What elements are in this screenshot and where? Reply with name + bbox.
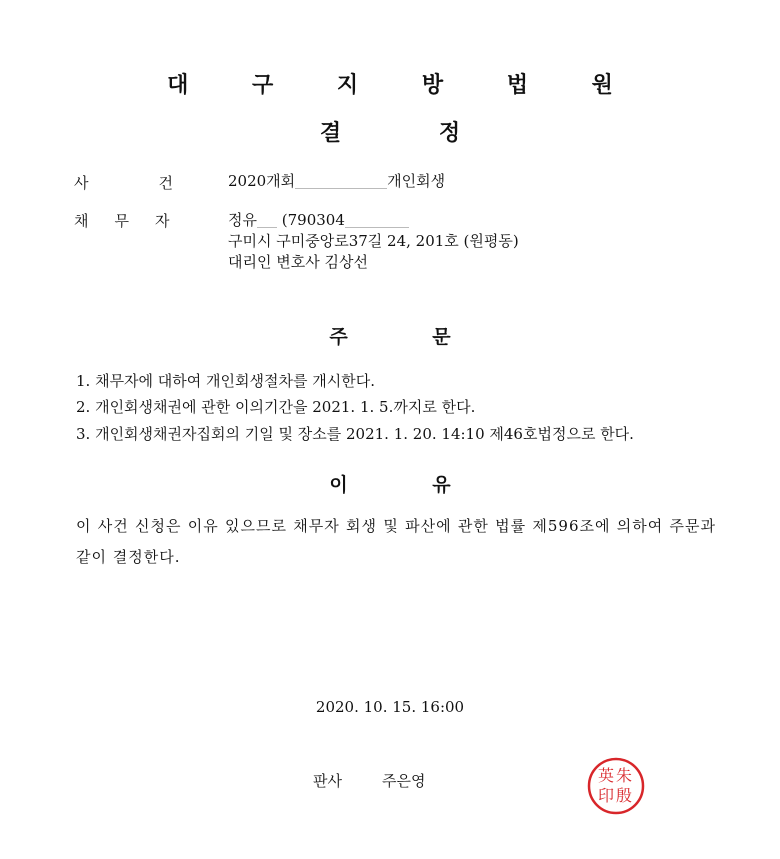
decision-date: 2020. 10. 15. 16:00: [315, 698, 465, 716]
reason-heading: 이 유: [329, 474, 451, 496]
judge-name: 주은영: [381, 772, 426, 790]
order-item-2: 2. 개인회생채권에 관한 이의기간을 2021. 1. 5.까지로 한다.: [76, 398, 476, 416]
debtor-address: 구미시 구미중앙로37길 24, 201호 (원평동): [228, 232, 519, 250]
judge-signature-line: [313, 770, 465, 791]
seal-char-4: 印: [597, 786, 615, 805]
debtor-id: (790304: [281, 211, 345, 229]
case-number-prefix: 2020개회: [228, 172, 296, 190]
reason-text: 이 사건 신청은 이유 있으므로 채무자 회생 및 파산에 관한 법률 제596조에 의하여 주문과 같이 결정한다.: [76, 517, 716, 566]
order-heading: 주 문: [329, 326, 451, 348]
court-name: 대 구 지 방 법 원: [167, 73, 641, 98]
redaction-mark: [345, 215, 409, 228]
document-type-title: 결 정: [319, 121, 461, 146]
case-label: 사 건: [74, 174, 173, 192]
debtor-label: 채 무 자: [74, 212, 170, 230]
seal-char-1: 朱: [615, 766, 633, 785]
debtor-name-line: [228, 209, 409, 231]
redaction-mark: [257, 215, 277, 228]
redaction-mark: [295, 176, 387, 189]
judge-title: 판사: [313, 772, 342, 790]
debtor-agent: 대리인 변호사 김상선: [228, 253, 368, 271]
order-item-1: 1. 채무자에 대하여 개인회생절차를 개시한다.: [76, 372, 375, 390]
seal-char-3: 英: [597, 766, 615, 785]
judge-seal-stamp: [586, 756, 646, 816]
order-item-3: 3. 개인회생채권자집회의 기일 및 장소를 2021. 1. 20. 14:10 제46호법정으로 한다.: [76, 425, 634, 443]
seal-char-2: 殷: [615, 786, 633, 805]
case-number: [228, 170, 445, 192]
case-type: 개인회생: [387, 172, 446, 190]
debtor-name: 정유: [228, 211, 257, 229]
